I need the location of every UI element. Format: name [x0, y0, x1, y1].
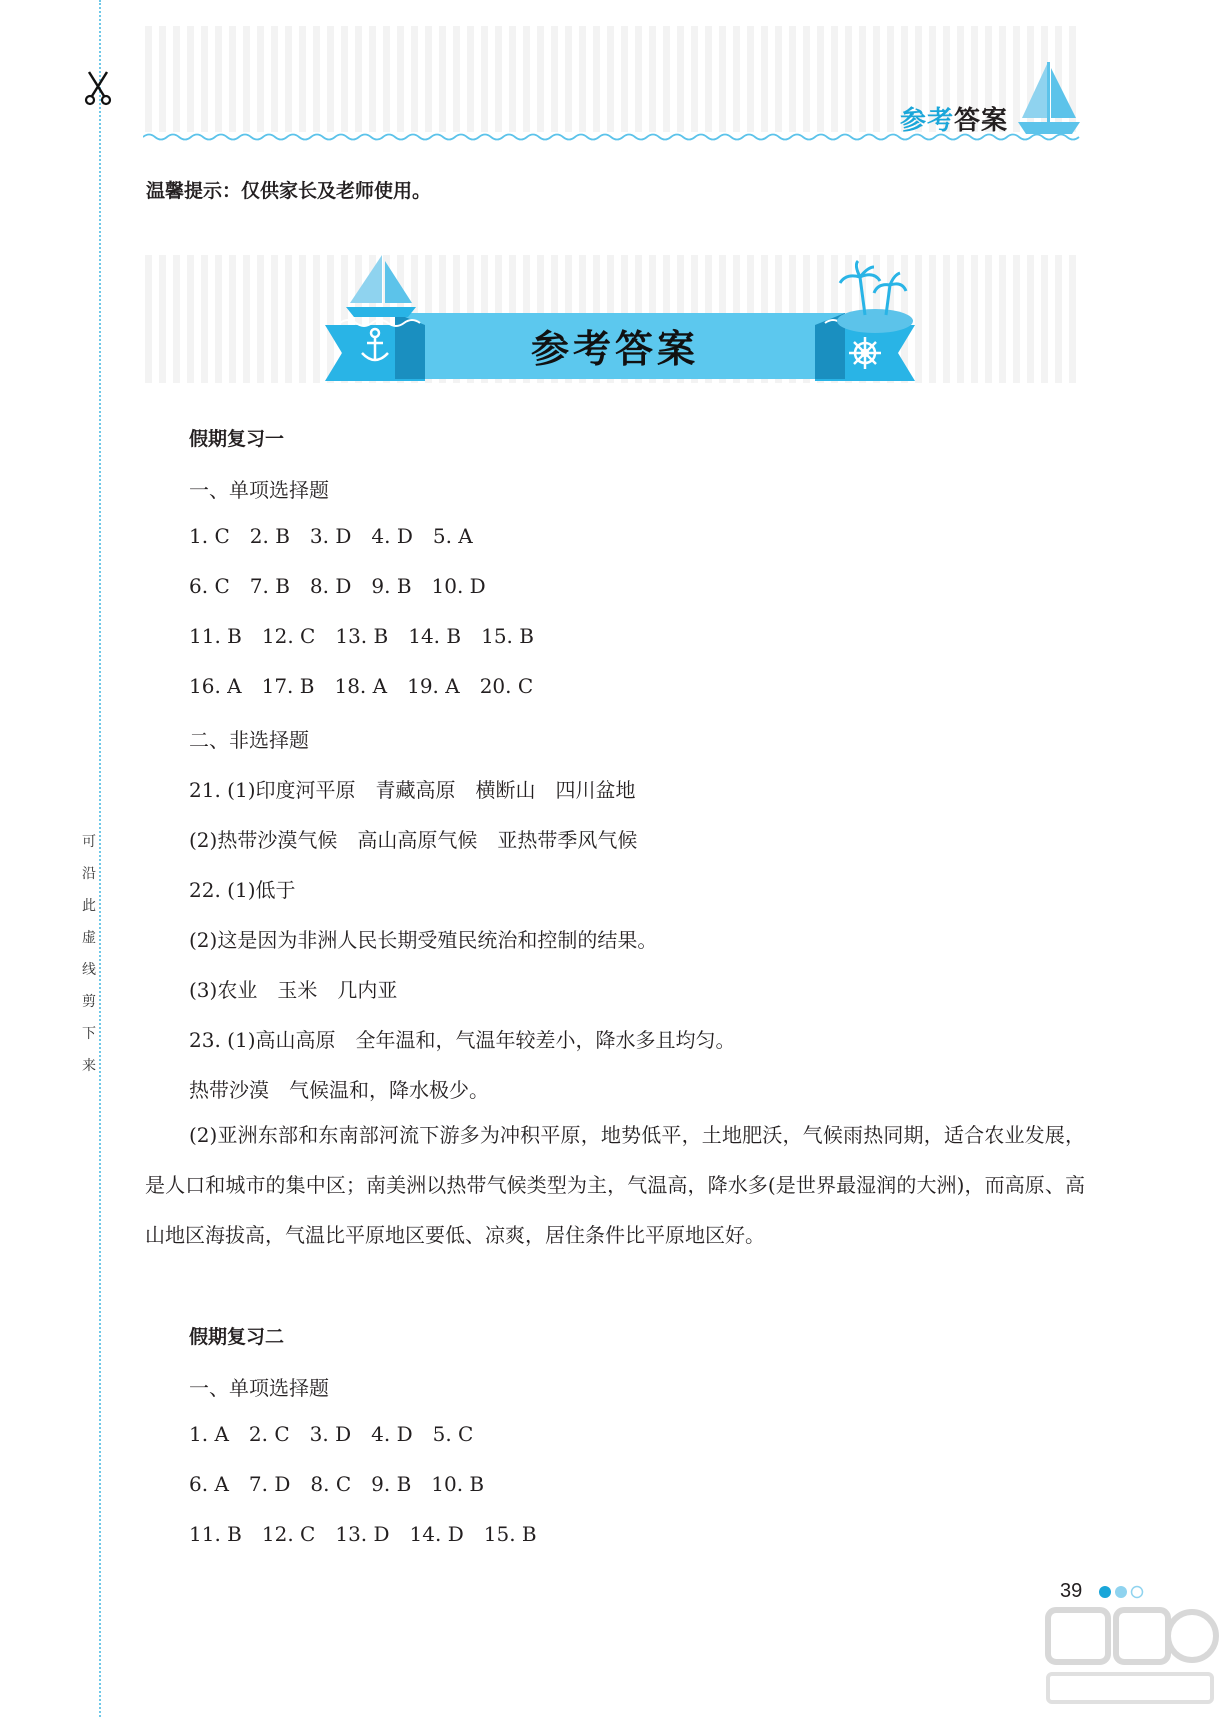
answer-item: 17. B: [261, 674, 315, 698]
review2-heading: 假期复习二: [189, 1326, 285, 1348]
answer-item: 7. B: [249, 574, 290, 598]
review1-mc-row: [189, 524, 493, 548]
header-title-part2: 答案: [954, 106, 1009, 136]
answer-item: 8. D: [309, 574, 352, 598]
cut-hint-vertical: [78, 826, 100, 1082]
answer-item: 8. C: [310, 1472, 352, 1496]
answer-q22-2: (2)这是因为非洲人民长期受殖民统治和控制的结果。: [189, 928, 658, 952]
tip-notice: 温馨提示：仅供家长及老师使用。: [146, 180, 432, 202]
answer-item: 12. C: [261, 624, 316, 648]
cut-hint-char: 下: [82, 1026, 96, 1042]
review1-heading: 假期复习一: [189, 428, 285, 450]
review1-mc-row: [189, 574, 506, 598]
scissors-icon: [84, 70, 112, 106]
cut-hint-char: 虚: [82, 930, 96, 946]
site-watermark-logo: [1040, 1600, 1220, 1712]
page-dots-decoration: [1097, 1584, 1147, 1600]
answer-item: 7. D: [248, 1472, 291, 1496]
answer-item: 5. C: [432, 1422, 474, 1446]
answer-item: 2. C: [248, 1422, 290, 1446]
answer-q22-1: 22. (1)低于: [189, 878, 296, 902]
answer-q23-1b: 热带沙漠 气候温和，降水极少。: [189, 1078, 489, 1102]
answer-item: 6. A: [189, 1472, 229, 1496]
review1-mc-row: [189, 624, 554, 648]
answer-item: 12. C: [261, 1522, 316, 1546]
review2-mc-row: [189, 1422, 493, 1446]
cut-hint-char: 来: [82, 1058, 96, 1074]
answer-item: 11. B: [189, 1522, 242, 1546]
answer-item: 13. D: [335, 1522, 390, 1546]
answer-q21-2: (2)热带沙漠气候 高山高原气候 亚热带季风气候: [189, 828, 638, 852]
answer-item: 14. B: [408, 624, 462, 648]
page-number: 39: [1060, 1580, 1083, 1602]
answer-item: 10. D: [431, 574, 486, 598]
sailboat-icon: [1018, 60, 1080, 138]
answer-item: 5. A: [432, 524, 473, 548]
answer-item: 1. C: [189, 524, 230, 548]
banner-title: 参考答案: [530, 327, 699, 371]
answer-item: 16. A: [189, 674, 242, 698]
answer-item: 9. B: [371, 1472, 412, 1496]
review2-mc-row: [189, 1472, 504, 1496]
answer-item: 19. A: [407, 674, 460, 698]
answer-item: 2. B: [249, 524, 290, 548]
answer-item: 13. B: [335, 624, 389, 648]
cut-hint-char: 线: [82, 962, 96, 978]
answer-item: 4. D: [371, 1422, 413, 1446]
review2-mc-row: [189, 1522, 557, 1546]
answer-q22-3: (3)农业 玉米 几内亚: [189, 978, 398, 1002]
cut-hint-char: 此: [82, 898, 96, 914]
review2-section1: 一、单项选择题: [189, 1376, 329, 1400]
header-title-part1: 参考: [900, 106, 955, 136]
header-wave-line: [143, 132, 1081, 142]
answer-item: 9. B: [371, 574, 412, 598]
answer-item: 3. D: [309, 524, 352, 548]
review1-mc-row: [189, 674, 553, 698]
cut-hint-char: 沿: [82, 866, 96, 882]
answer-item: 11. B: [189, 624, 242, 648]
cut-hint-char: 可: [82, 834, 96, 850]
answer-item: 3. D: [309, 1422, 352, 1446]
answer-q23-1: 23. (1)高山高原 全年温和，气温年较差小，降水多且均匀。: [189, 1028, 736, 1052]
answer-item: 18. A: [334, 674, 388, 698]
review1-section2: 二、非选择题: [189, 728, 309, 752]
answer-item: 14. D: [409, 1522, 464, 1546]
answer-item: 15. B: [483, 1522, 537, 1546]
answer-item: 6. C: [189, 574, 230, 598]
answer-item: 20. C: [479, 674, 534, 698]
answer-item: 10. B: [431, 1472, 485, 1496]
review1-section1: 一、单项选择题: [189, 478, 329, 502]
cut-hint-char: 剪: [82, 994, 96, 1010]
answer-q23-2: (2)亚洲东部和东南部河流下游多为冲积平原，地势低平，土地肥沃，气候雨热同期，适合农业发展，是人口和城市的集中区；南美洲以热带气候类型为主，气温高，降水多(是世界最湿润的大洲)，而高原、高山地区海拔高，气温比平原地区要低、凉爽，居住条件比平原地区好。: [145, 1123, 1085, 1247]
answer-item: 4. D: [371, 524, 413, 548]
answer-item: 15. B: [481, 624, 534, 648]
answer-item: 1. A: [189, 1422, 229, 1446]
answer-q21-1: 21. (1)印度河平原 青藏高原 横断山 四川盆地: [189, 778, 636, 802]
